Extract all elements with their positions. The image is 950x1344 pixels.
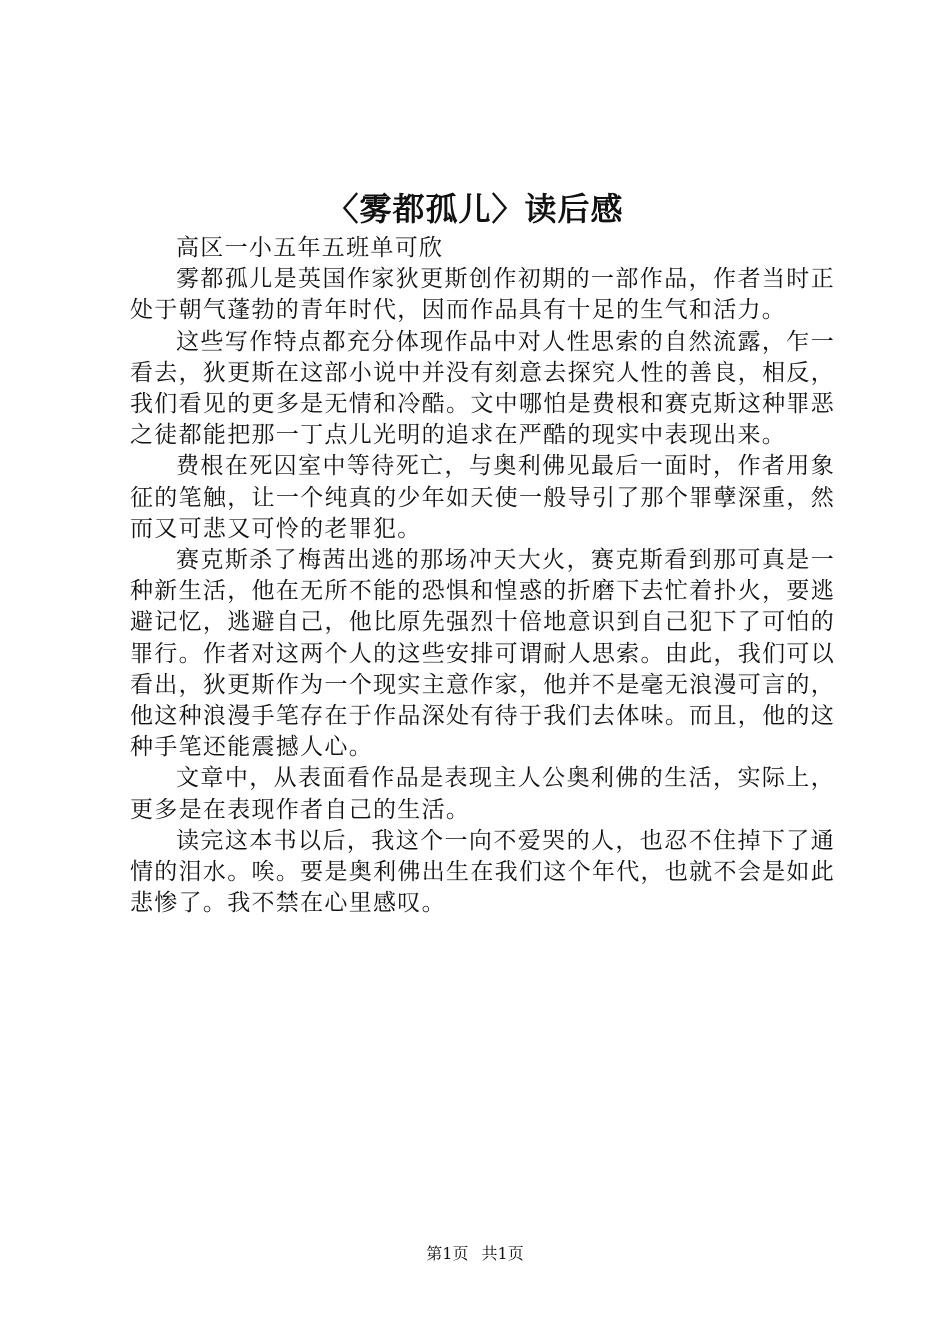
paragraph-1: 雾都孤儿是英国作家狄更斯创作初期的一部作品，作者当时正处于朝气蓬勃的青年时代，因而作品具有十足的生气和活力。 <box>130 266 835 324</box>
document-body <box>130 233 835 919</box>
page-footer <box>0 1242 950 1266</box>
page-number-total: 共1页 <box>481 1244 524 1263</box>
author-line: 高区一小五年五班单可欣 <box>176 235 444 261</box>
paragraph-5: 文章中，从表面看作品是表现主人公奥利佛的生活，实际上，更多是在表现作者自己的生活。 <box>130 765 835 823</box>
paragraph-4: 赛克斯杀了梅茜出逃的那场冲天大火，赛克斯看到那可真是一种新生活，他在无所不能的恐惧和惶惑的折磨下去忙着扑火，要逃避记忆，逃避自己，他比原先强烈十倍地意识到自己犯下了可怕的罪行。作者对这两个人的这些安排可谓耐人思索。由此，我们可以看出，狄更斯作为一个现实主意作家，他并不是毫无浪漫可言的，他这种浪漫手笔存在于作品深处有待于我们去体味。而且，他的这种手笔还能震撼人心。 <box>130 547 835 761</box>
paragraph-3: 费根在死囚室中等待死亡，与奥利佛见最后一面时，作者用象征的笔触，让一个纯真的少年如天使一般导引了那个罪孽深重，然而又可悲又可怜的老罪犯。 <box>130 453 835 542</box>
paragraph-6: 读完这本书以后，我这个一向不爱哭的人，也忍不住掉下了通情的泪水。唉。要是奥利佛出生在我们这个年代，也就不会是如此悲惨了。我不禁在心里感叹。 <box>130 827 835 917</box>
document-title: 〈雾都孤儿〉读后感 <box>326 190 624 228</box>
paragraph-2: 这些写作特点都充分体现作品中对人性思索的自然流露，乍一看去，狄更斯在这部小说中并没有刻意去探究人性的善良，相反，我们看见的更多是无情和冷酷。文中哪怕是费根和赛克斯这种罪恶之徒都能把那一丁点儿光明的追求在严酷的现实中表现出来。 <box>130 328 835 449</box>
page-number-current: 第1页 <box>426 1244 469 1263</box>
